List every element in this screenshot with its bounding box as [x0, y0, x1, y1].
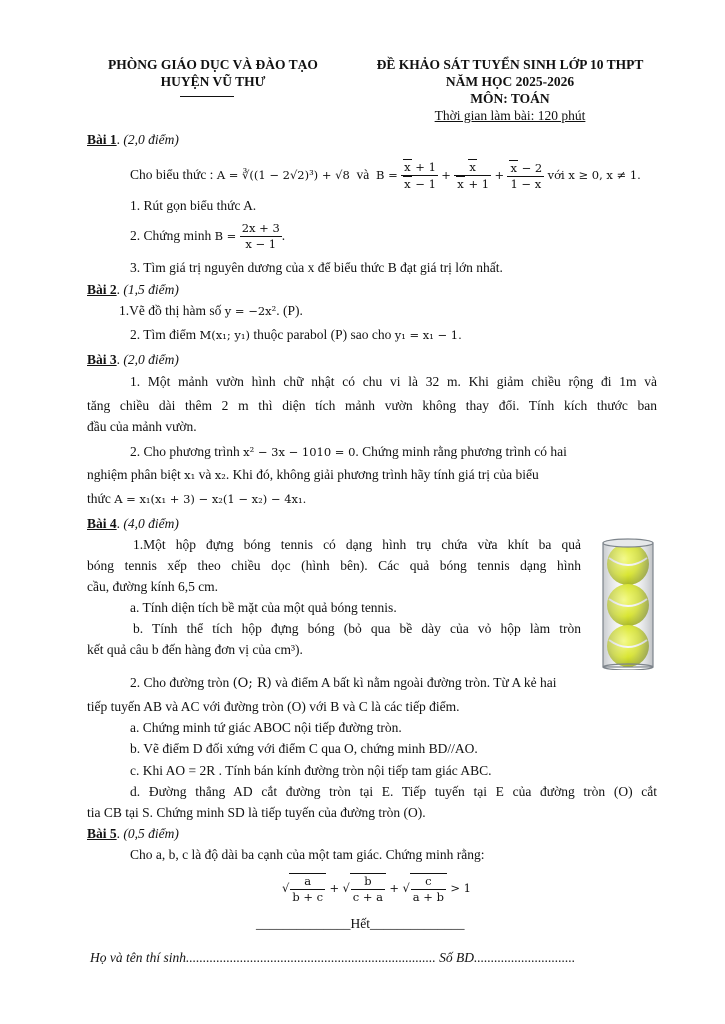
bai2-function: y = −2x² — [224, 304, 277, 318]
bai1-condition: với x ≥ 0, x ≠ 1. — [547, 168, 641, 182]
bai1-q2-text: 2. Chứng minh — [130, 228, 212, 243]
bai3-x2: x₂ — [214, 468, 226, 482]
subject: MÔN: TOÁN — [470, 91, 550, 106]
bai4-p2-intro: 2. Cho đường tròn — [130, 675, 230, 690]
header-right — [350, 56, 670, 124]
school-year: NĂM HỌC 2025-2026 — [445, 74, 575, 89]
bai3-p2-l2-text: nghiệm phân biệt — [87, 467, 181, 482]
bai4-p2-c: c. Khi AO = 2R . Tính bán kính đường tròn nội tiếp tam giác ABC. — [130, 763, 492, 778]
bai4-p2-line1 — [130, 672, 657, 694]
bai4-title: Bài 4 — [87, 516, 117, 531]
ineq-term-c: $\frac{c}{a + b}$ — [410, 873, 447, 905]
bai5-title: Bài 5 — [87, 826, 117, 841]
bai4-p1-line1: 1.Một hộp đựng bóng tennis có dạng hình trụ chứa vừa khít ba quả — [133, 537, 581, 552]
bai3-x1: x₁ — [184, 468, 196, 482]
ineq-term-b: $\frac{b}{c + a}$ — [350, 873, 386, 905]
bai5-points: (0,5 điểm) — [123, 826, 179, 841]
bai4-heading: Bài 4. (4,0 điểm) — [87, 516, 179, 531]
header-left — [78, 56, 348, 90]
bai3-title: Bài 3 — [87, 352, 117, 367]
expr-b-term2: $\frac{x}{x + 1}$ — [454, 159, 491, 192]
bai3-p2-line1 — [130, 443, 657, 461]
bai5-intro: Cho a, b, c là độ dài ba cạnh của một tam giác. Chứng minh rằng: — [130, 847, 485, 862]
bai3-and: và — [198, 467, 212, 482]
bai3-p2-l2-tail: . Khi đó, không giải phương trình hãy tính giá trị của biểu — [225, 467, 539, 482]
exam-title: ĐỀ KHẢO SÁT TUYỂN SINH LỚP 10 THPT — [376, 57, 644, 72]
bai1-expressions: Cho biểu thức : A = ∛((1 − 2√2)³) + √8 và B = $\frac{x + 1}{x - 1}$ + $\frac{x}{x + 1}$ + $\frac{x - 2}{1 - x}$ với x ≥ 0, x ≠ 1. — [130, 160, 641, 192]
bai2-q2-text: 2. Tìm điểm — [130, 327, 197, 342]
department-name: PHÒNG GIÁO DỤC VÀ ĐÀO TẠO — [108, 57, 318, 72]
bai4-p2-a: a. Chứng minh tứ giác ABOC nội tiếp đường tròn. — [130, 720, 402, 735]
bai2-q1-tail: . (P). — [276, 303, 303, 318]
bai4-p1-line2: bóng tennis xếp theo chiều dọc (hình bên). Các quả bóng tennis dạng hình — [87, 558, 581, 573]
bai2-q2 — [130, 326, 657, 344]
bai4-p2-tail: và điểm A bất kì nằm ngoài đường tròn. Từ A kẻ hai — [275, 675, 557, 690]
ineq-term-a: $\frac{a}{b + c}$ — [289, 873, 326, 905]
ineq-tail: > 1 — [450, 881, 471, 895]
bai1-q2-fraction: $\frac{2x + 3}{x - 1}$ — [241, 221, 280, 252]
bai4-p2-b: b. Vẽ điểm D đối xứng với điểm C qua O, chứng minh BD//AO. — [130, 741, 478, 756]
bai2-q1-text: 1.Vẽ đồ thị hàm số — [119, 303, 222, 318]
bai3-p2-line3 — [87, 490, 657, 508]
bai2-point: M(x₁; y₁) — [199, 328, 250, 342]
bai1-title: Bài 1 — [87, 132, 117, 147]
bai4-p1-b-line2: kết quả câu b đến hàng đơn vị của cm³). — [87, 642, 303, 657]
expr-b-prefix: B = — [376, 168, 398, 182]
tennis-ball-tube-icon — [596, 538, 660, 670]
bai1-q2-lhs: B = — [214, 229, 237, 243]
bai2-title: Bài 2 — [87, 282, 117, 297]
bai1-q1: 1. Rút gọn biểu thức A. — [130, 198, 257, 213]
bai5-inequality: √ $\frac{a}{b + c}$ + √ $\frac{b}{c + a}$ + √ $\frac{c}{a + b}$ > 1 — [282, 873, 471, 904]
bai5-heading: Bài 5. (0,5 điểm) — [87, 826, 179, 841]
bai3-p2-l3-text: thức — [87, 491, 111, 506]
bai2-condition: y₁ = x₁ − 1. — [394, 328, 462, 342]
bai2-q2-mid: thuộc parabol (P) sao cho — [253, 327, 392, 342]
expr-b-term1: $\frac{x + 1}{x - 1}$ — [401, 159, 438, 192]
bai1-q2: 2. Chứng minh B = $\frac{2x + 3}{x - 1}$ . — [130, 221, 286, 252]
bai1-intro: Cho biểu thức : — [130, 167, 214, 182]
bai3-heading: Bài 3. (2,0 điểm) — [87, 352, 179, 367]
bai2-points: (1,5 điểm) — [123, 282, 179, 297]
bai4-p2-d-line1: d. Đường thẳng AD cắt đường tròn tại E. Tiếp tuyến tại E của đường tròn (O) cắt — [130, 784, 657, 799]
bai2-heading: Bài 2. (1,5 điểm) — [87, 282, 179, 297]
bai1-conj: và — [356, 167, 370, 182]
bai3-p2-line2 — [87, 466, 657, 484]
bai3-expression: A = x₁(x₁ + 3) − x₂(1 − x₂) − 4x₁. — [114, 492, 307, 506]
bai3-p1-line1: 1. Một mảnh vườn hình chữ nhật có chu vi là 32 m. Khi giảm chiều rộng đi 1m và — [130, 374, 657, 389]
bai1-q3: 3. Tìm giá trị nguyên dương của x để biểu thức B đạt giá trị lớn nhất. — [130, 260, 503, 275]
bai3-p2-tail: . Chứng minh rằng phương trình có hai — [355, 444, 567, 459]
expr-b-term3: $\frac{x - 2}{1 - x}$ — [507, 160, 544, 192]
candidate-info: Họ và tên thí sinh.......................................................................... Số BD.............................. — [90, 950, 576, 965]
bai3-p2-intro: 2. Cho phương trình — [130, 444, 240, 459]
header-left-rule — [180, 96, 234, 97]
bai4-points: (4,0 điểm) — [123, 516, 179, 531]
district-name: HUYỆN VŨ THƯ — [160, 74, 266, 89]
end-marker: ______________Hết______________ — [256, 916, 465, 931]
bai1-points: (2,0 điểm) — [123, 132, 179, 147]
bai4-p1-b-line1: b. Tính thể tích hộp đựng bóng (bỏ qua bề dày của vỏ hộp làm tròn — [133, 621, 581, 636]
bai2-q1 — [119, 302, 657, 320]
bai4-p1-line3: cầu, đường kính 6,5 cm. — [87, 579, 219, 594]
bai3-equation: x² − 3x − 1010 = 0 — [243, 445, 356, 459]
bai3-p1-line3: đầu của mảnh vườn. — [87, 419, 197, 434]
bai3-p1-line2: tăng chiều dài thêm 2 m thì diện tích mảnh vườn không thay đổi. Tính kích thước ban — [87, 398, 657, 413]
bai4-circle: (O; R) — [232, 676, 272, 691]
expr-a: A = ∛((1 − 2√2)³) + √8 — [216, 168, 350, 182]
bai3-points: (2,0 điểm) — [123, 352, 179, 367]
bai4-p2-line2: tiếp tuyến AB và AC với đường tròn (O) với B và C là các tiếp điểm. — [87, 699, 460, 714]
bai1-heading: Bài 1. (2,0 điểm) — [87, 132, 179, 147]
time-limit: Thời gian làm bài: 120 phút — [434, 108, 586, 123]
bai4-p1-a: a. Tính diện tích bề mặt của một quả bóng tennis. — [130, 600, 397, 615]
bai4-p2-d-line2: tia CB tại S. Chứng minh SD là tiếp tuyến của đường tròn (O). — [87, 805, 426, 820]
